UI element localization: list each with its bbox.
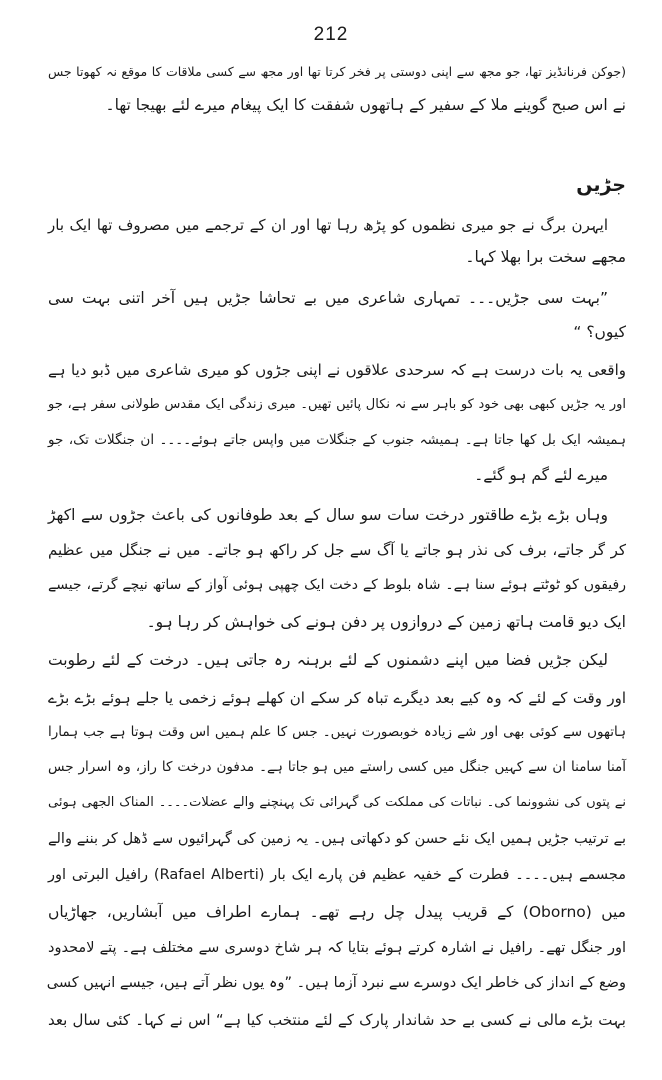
section-heading: جڑیں	[576, 174, 626, 196]
text-line: آمنا سامنا ان سے کہیں جنگل میں کسی راستے میں ہو جاتا ہے۔ مدفون درخت کا راز، وہ اسرار جس	[48, 759, 626, 775]
intro-line: (جوکن فرنانڈیز تھا، جو مجھ سے اپنی دوستی پر فخر کرتا تھا اور مجھ سے کسی ملاقات کا موقع نہ کھوتا جس	[48, 64, 626, 79]
text-line: ”بہت سی جڑیں۔۔۔ تمہاری شاعری میں بے تحاشا جڑیں ہیں آخر اتنی بہت سی	[48, 289, 608, 307]
text-line: اور جنگل تھے۔ رافیل نے اشارہ کرتے ہوئے بتایا کہ ہر شاخ دوسری سے مختلف ہے۔ پتے لامحدود	[48, 940, 626, 956]
page-number: 212	[313, 24, 349, 45]
text-line: کر گر جاتے، برف کی نذر ہو جاتے یا آگ سے جل کر راکھ ہو جاتے۔ میں نے جنگل میں عظیم	[48, 541, 626, 559]
text-line: ایک دیو قامت ہاتھ زمین کے دروازوں پر دفن ہونے کی خواہش کر رہا ہو۔	[146, 613, 626, 631]
text-line: میرے لئے گم ہو گئے۔	[474, 466, 608, 484]
text-line: واقعی یہ بات درست ہے کہ سرحدی علاقوں نے اپنی جڑوں کو میری شاعری میں ڈبو دیا ہے	[48, 361, 626, 379]
text-line: وضع کے انداز کی خاطر ایک دوسرے سے نبرد آزما ہیں۔ ”وہ یوں نظر آتے ہیں، جیسے انہیں کسی	[46, 975, 626, 991]
text-line: وہاں بڑے بڑے طاقتور درخت سات سو سال کے بعد طوفانوں کی باعث جڑوں سے اکھڑ	[48, 506, 608, 524]
text-line: اور یہ جڑیں کبھی بھی خود کو باہر سے نہ نکال پائیں تھیں۔ میری زندگی ایک مقدس طولانی سفر ہے، جو	[48, 397, 626, 412]
text-line: بہت بڑے مالی نے کسی بے حد شاندار پارک کے لئے منتخب کیا ہے“ اس نے کہا۔ کئی سال بعد	[48, 1011, 626, 1029]
text-line: رفیقوں کو ٹوٹتے ہوئے سنا ہے۔ شاہ بلوط کے دخت ایک چھپی ہوئی آواز کے ساتھ نیچے گرتے، جیسے	[48, 577, 626, 593]
text-line: ہاتھوں سے کوئی بھی اور شے زیادہ خوبصورت نہیں۔ جس کا علم ہمیں اس وقت ہوتا ہے جب ہمارا	[48, 724, 626, 740]
text-line: ہمیشہ ایک بل کھا جاتا ہے۔ ہمیشہ جنوب کے جنگلات میں واپس جاتے ہوئے۔۔۔۔ ان جنگلات تک، جو	[48, 432, 626, 448]
text-line: اور وقت کے لئے کہ وہ کیے بعد دیگرے تباہ کر سکے ان کھلے ہوئے زخمی یا جلے ہوئے بڑے بڑے	[48, 689, 626, 707]
text-line: مجسمے ہیں۔۔۔۔ فطرت کے خفیہ عظیم فن پارے ایک بار (Rafael Alberti) رافیل البرتی اور	[48, 867, 626, 883]
text-line: نے پتوں کی نشوونما کی۔ نباتات کی مملکت کی گہرائی تک پہنچنے والے عضلات۔۔۔۔ المناک الجھی ہوئی	[48, 795, 626, 810]
text-line: بے ترتیب جڑیں ہمیں ایک نئے حسن کو دکھاتی ہیں۔ یہ زمین کی گہرائیوں سے ڈھل کر بننے والے	[48, 831, 626, 847]
text-line: ایہرن برگ نے جو میری نظموں کو پڑھ رہا تھا اور ان کے ترجمے میں مصروف تھا ایک بار	[48, 216, 608, 234]
text-line: لیکن جڑیں فضا میں اپنے دشمنوں کے لئے برہنہ رہ جاتی ہیں۔ درخت کے لئے رطوبت	[48, 651, 608, 669]
text-line: میں (Oborno) کے قریب پیدل چل رہے تھے۔ ہمارے اطراف میں آبشاریں، جھاڑیاں	[48, 903, 626, 921]
text-line: کیوں؟ “	[573, 323, 626, 341]
text-line: مجھے سخت برا بھلا کہا۔	[465, 248, 626, 266]
intro-line: نے اس صبح گوینے ملا کے سفیر کے ہاتھوں شفقت کا ایک پیغام میرے لئے بھیجا تھا۔	[105, 96, 626, 114]
